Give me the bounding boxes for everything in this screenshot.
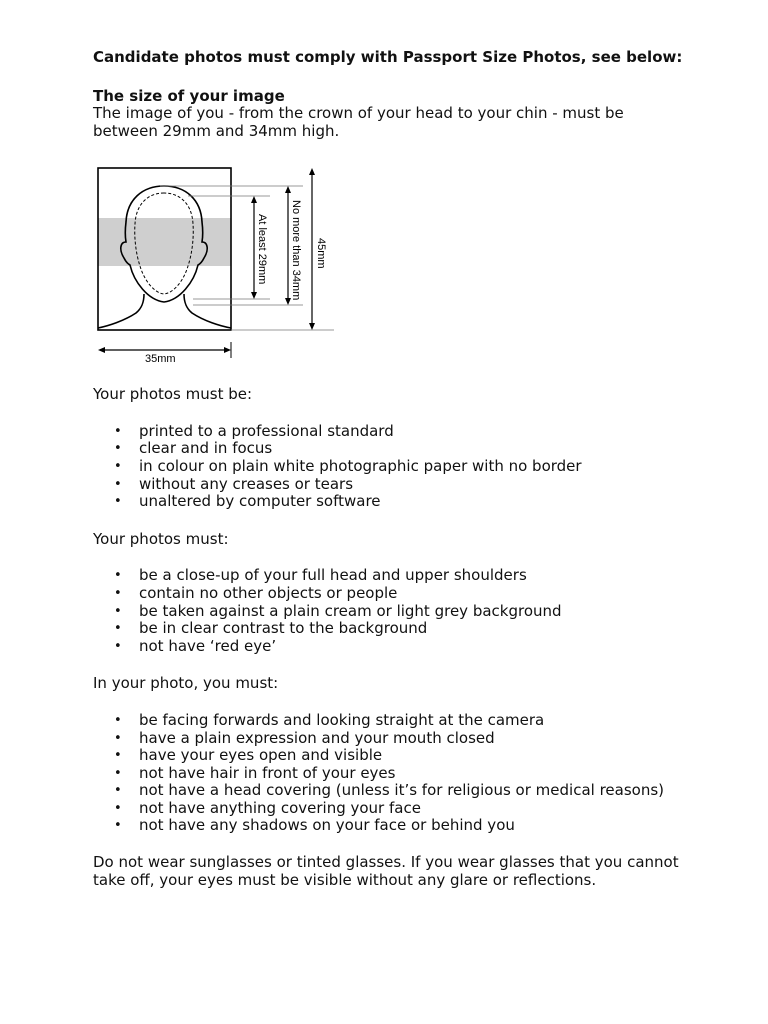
passport-photo-size-diagram: [98, 166, 348, 366]
bullet: •: [114, 748, 122, 764]
document-page: [93, 48, 693, 889]
list-item: [93, 585, 693, 603]
min-head-label: At least 29mm: [256, 214, 268, 285]
list-item-text: have your eyes open and visible: [139, 746, 383, 765]
list-item-text: be a close-up of your full head and upper shoulders: [139, 566, 527, 585]
max-head-label: No more than 34mm: [290, 200, 302, 301]
size-section-title: The size of your image: [93, 87, 285, 105]
photo-height-arrow-bottom: [309, 323, 315, 330]
list-item: [93, 712, 693, 730]
bullet: •: [114, 621, 122, 637]
list-item-text: not have a head covering (unless it’s for religious or medical reasons): [139, 781, 664, 800]
list-item: [93, 423, 693, 441]
list-item-text: without any creases or tears: [139, 474, 354, 493]
list-item: [93, 817, 693, 835]
list-item: [93, 638, 693, 656]
bullet: •: [114, 818, 122, 834]
height-label: 45mm: [315, 238, 327, 269]
list-item: [93, 567, 693, 585]
list-item-text: not have ‘red eye’: [139, 636, 277, 655]
left-shoulder: [98, 294, 144, 328]
size-section-description: The image of you - from the crown of your head to your chin - must be between 29mm and 34mm high.: [93, 104, 624, 140]
list-item-text: in colour on plain white photographic paper with no border: [139, 456, 582, 475]
list-item: [93, 620, 693, 638]
min-head-arrow-top: [251, 196, 257, 203]
list-item-text: printed to a professional standard: [139, 421, 394, 440]
diagram-svg: [98, 166, 348, 366]
list-item: [93, 458, 693, 476]
bullet: •: [114, 494, 122, 510]
bullet: •: [114, 441, 122, 457]
list-item: [93, 493, 693, 511]
photo-content-list: [93, 567, 693, 655]
bullet: •: [114, 638, 122, 654]
bullet: •: [114, 765, 122, 781]
bullet: •: [114, 783, 122, 799]
list-item: [93, 747, 693, 765]
photo-requirements-list: [93, 423, 693, 511]
bullet: •: [114, 476, 122, 492]
bullet: •: [114, 800, 122, 816]
width-label: 35mm: [145, 353, 176, 366]
list-item-text: not have hair in front of your eyes: [139, 763, 396, 782]
photo-requirements-intro: Your photos must be:: [93, 385, 253, 404]
photo-height-arrow-top: [309, 168, 315, 175]
bullet: •: [114, 585, 122, 601]
list-item-text: be in clear contrast to the background: [139, 619, 428, 638]
bullet: •: [114, 730, 122, 746]
subject-rules-list: [93, 712, 693, 835]
face-band: [98, 218, 231, 266]
bullet: •: [114, 712, 122, 728]
min-head-arrow-bottom: [251, 292, 257, 299]
photo-width-arrow-left: [98, 347, 105, 353]
list-item-text: clear and in focus: [139, 439, 273, 458]
list-item-text: not have anything covering your face: [139, 798, 421, 817]
list-item: [93, 440, 693, 458]
max-head-arrow-top: [285, 186, 291, 193]
list-item: [93, 782, 693, 800]
list-item-text: have a plain expression and your mouth closed: [139, 728, 495, 747]
bullet: •: [114, 423, 122, 439]
bullet: •: [114, 568, 122, 584]
list-item-text: contain no other objects or people: [139, 583, 398, 602]
list-item-text: unaltered by computer software: [139, 492, 381, 511]
list-item-text: be facing forwards and looking straight at the camera: [139, 710, 545, 729]
list-item: [93, 476, 693, 494]
page-heading: Candidate photos must comply with Passport Size Photos, see below:: [93, 48, 683, 66]
list-item: [93, 765, 693, 783]
glasses-note: Do not wear sunglasses or tinted glasses. If you wear glasses that you cannot take off, your eyes must be visible without any glare or reflections.: [93, 853, 679, 889]
list-item-text: be taken against a plain cream or light grey background: [139, 601, 562, 620]
bullet: •: [114, 603, 122, 619]
list-item-text: not have any shadows on your face or behind you: [139, 816, 515, 835]
bullet: •: [114, 458, 122, 474]
photo-width-arrow-right: [224, 347, 231, 353]
list-item: [93, 730, 693, 748]
photo-content-intro: Your photos must:: [93, 529, 229, 548]
subject-rules-intro: In your photo, you must:: [93, 674, 279, 693]
list-item: [93, 603, 693, 621]
list-item: [93, 800, 693, 818]
